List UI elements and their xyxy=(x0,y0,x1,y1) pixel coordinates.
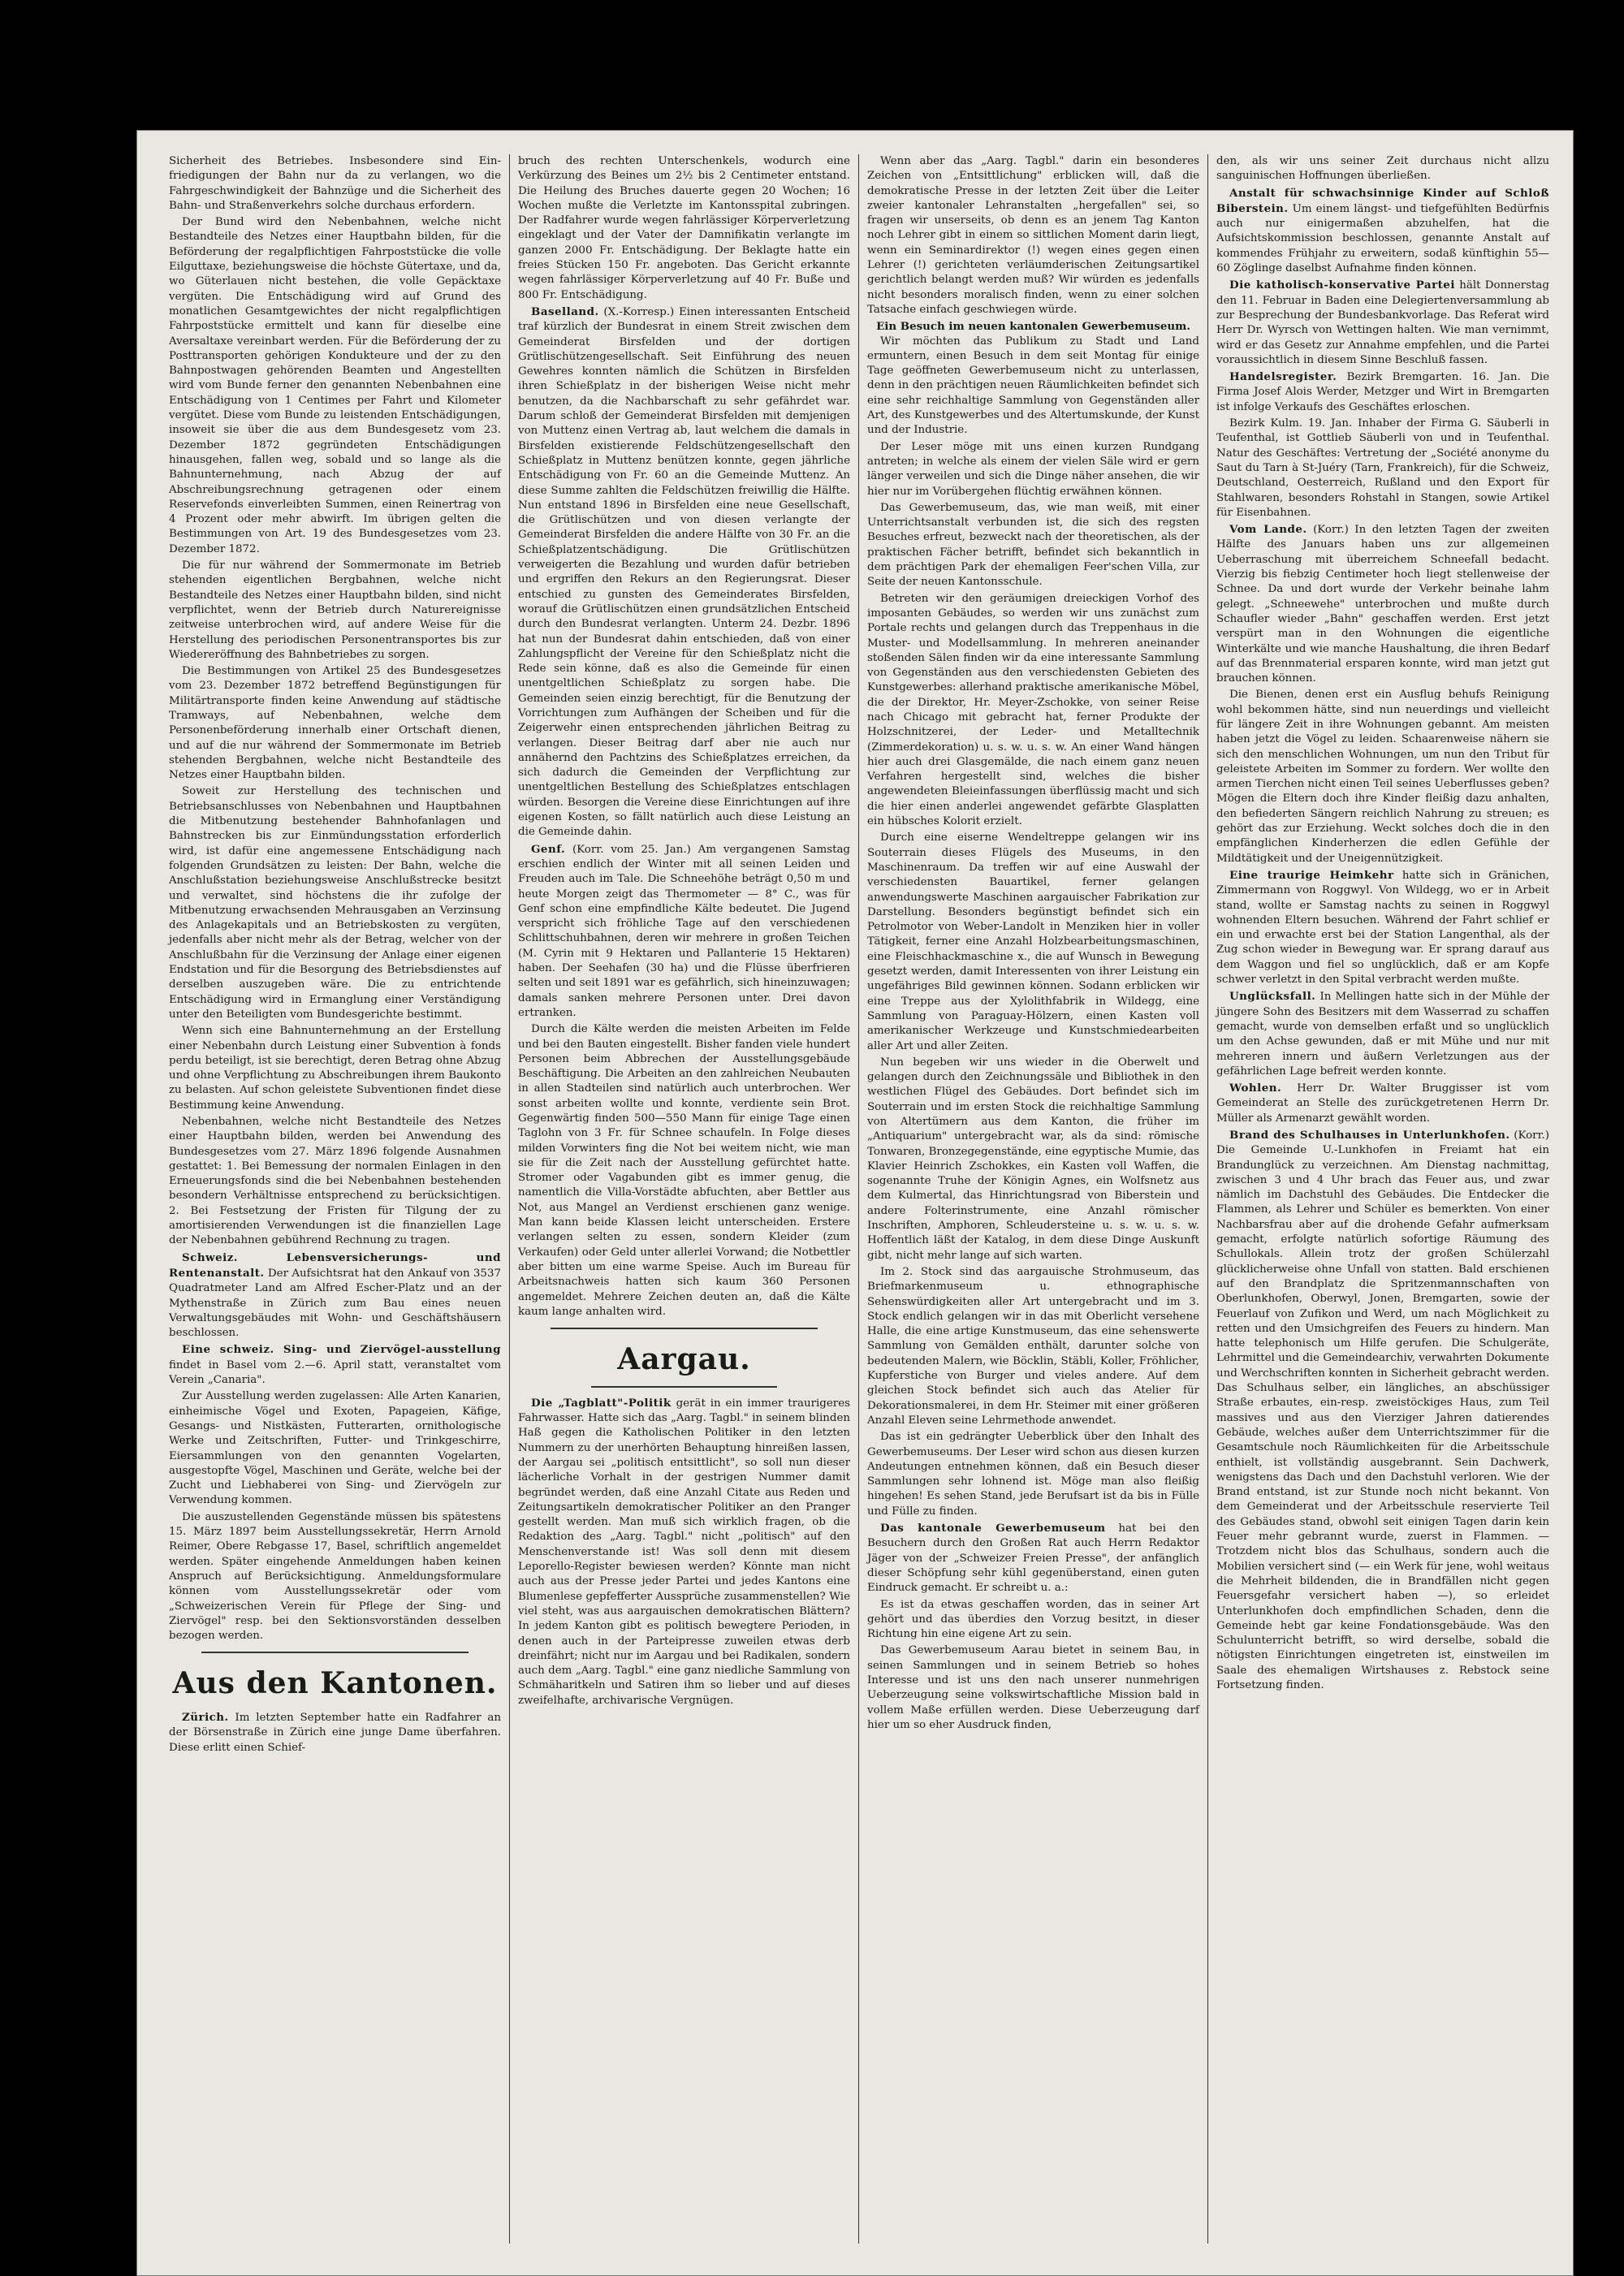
paragraph: Das ist ein gedrängter Ueberblick über den Inhalt des Gewerbemuseums. Der Leser wird schon aus diesen kurzen Andeutungen entnehmen können, daß ein Besuch dieser Sammlungen sehr lohnend ist. Möge man also fleißig hingehen! Es sehen Stand, jede Berufsart ist da bis in Fülle und Fülle zu finden. xyxy=(867,1431,1199,1518)
item-text: gerät in ein immer traurigeres Fahrwasser. Hatte sich das „Aarg. Tagbl." in seinem blinden Haß gegen die Katholischen Politiker in den letzten Nummern zu der unerhörten Behauptung hinreißen lassen, der Aargau sei „politisch entsittlicht", so soll nun dieser lächerliche Vorhalt in der gestrigen Nummer damit begründet werden, daß eine Anzahl Citate aus Reden und Zeitungsartikeln demokratischer Politiker an den Pranger gestellt werden. Man muß sich wirklich fragen, ob die Redaktion des „Aarg. Tagbl." nicht „politisch" auf den Menschenverstande ist! Was soll denn mit diesem Leporello-Register bewiesen werden? Könnte man nicht auch aus der Presse jeder Partei und jedes Kantons eine Blumenlese gepfefferter Aussprüche zusammenstellen? Wie viel steht, was aus aargauischen demokratischen Blättern? In jedem Kanton gibt es politisch bewegtere Perioden, in denen auch in der Parteipresse zuweilen etwas derb dreinfährt; nicht nur im Aargau und bei Radikalen, sondern auch dem „Aarg. Tagbl." eine ganz niedliche Sammlung von Schmäharitkeln und Satiren ihm so lieber und auf dieses zweifelhafte, archivarische Vergnügen. xyxy=(518,1397,850,1707)
divider xyxy=(591,1386,777,1388)
news-item xyxy=(169,1342,501,1388)
paragraph: den, als wir uns seiner Zeit durchaus nicht allzu sanguinischen Hoffnungen überließen. xyxy=(1216,155,1549,183)
news-item xyxy=(1216,1128,1549,1693)
item-text: (X.-Korresp.) Einen interessanten Entscheid traf kürzlich der Bundesrat in einem Streit zwischen dem Gemeinderat Birsfelden und der dortigen Grütlischützengesellschaft. Seit Einführung des neuen Gewehres konnten nämlich die Schützen in Birsfelden ihren Schießplatz in der bisherigen Weise nicht mehr benutzen, da die Nachbarschaft zu sehr gefährdet war. Darum schloß der Gemeinderat Birsfelden mit demjenigen von Muttenz einen Vertrag ab, laut welchem die damals in Birsfelden existierende Feldschützengesellschaft den Schießplatz in Muttenz benützen konnte, gegen jährliche Entschädigung von Fr. 60 an die Gemeinde Muttenz. An diese Summe zahlten die Feldschützen freiwillig die Hälfte. Nun entstand 1896 in Birsfelden eine neue Gesellschaft, die Grütlischützen und von diesen verlangte der Gemeinderat Birsfelden die andere Hälfte von 30 Fr. an die Schießplatzentschädigung. Die Grütlischützen verweigerten die Bezahlung und wurden dafür betrieben und ergriffen den Rekurs an den Regierungsrat. Dieser entschied zu gunsten des Gemeinderates Birsfelden, worauf die Grütlischützen einen grundsätzlichen Entscheid durch den Bundesrat verlangten. Unterm 24. Dezbr. 1896 hat nun der Bundesrat dahin entschieden, daß von einer Zahlungspflicht der Vereine für den Schießplatz nicht die Rede sein könne, daß es also die Gemeinde für einen unentgeltlichen Schießplatz zu sorgen habe. Die Gemeinden seien einzig berechtigt, für die Benutzung der Vorrichtungen zum Aufhängen der Scheiben und für die Zeigerwehr einen entsprechenden jährlichen Beitrag zu verlangen. Dieser Beitrag darf aber nie auch nur annähernd den Pachtzins des Schießplatzes erreichen, da sich dadurch die Gemeinden der Verpflichtung zur unentgeltlichen Bestellung des Schießplatzes entschlagen würden. Besorgen die Vereine diese Einrichtungen auf ihre eigenen Kosten, so fällt natürlich auch diese Leistung an die Gemeinde dahin. xyxy=(518,305,850,839)
paragraph: Wenn sich eine Bahnunternehmung an der Erstellung einer Nebenbahn durch Leistung einer Subvention à fonds perdu beteiligt, ist sie berechtigt, deren Betrag ohne Abzug und ohne Verpflichtung zu Abschreibungen ihrem Baukonto zu belasten. Auf schon geleistete Subventionen findet diese Bestimmung keine Anwendung. xyxy=(169,1025,501,1112)
item-text: Im letzten September hatte ein Radfahrer an der Börsenstraße in Zürich eine junge Dame überfahren. Diese erlitt einen Schief- xyxy=(169,1711,501,1754)
item-text: (Korr.) Die Gemeinde U.-Lunkhofen in Freiamt hat ein Brandunglück zu verzeichnen. Am Dienstag nachmittag, zwischen 3 und 4 Uhr brach das Feuer aus, und zwar nämlich im Dachstuhl des Gebäudes. Die Entdecker die Flammen, als Lehrer und Schüler es bemerkten. Von einer Nachbarsfrau aber auf die drohende Gefahr aufmerksam gemacht, erfolgte natürlich sofortige Räumung des Schullokals. Allein trotz der großen Schülerzahl glücklicherweise ohne Unfall von statten. Bald erschienen auf den Brandplatz die Spritzenmannschaften von Oberlunkhofen, Oberwyl, Jonen, Bremgarten, sowie der Feuerlauf von Zufikon und Werd, um nach Möglichkeit zu retten und den Umsichgreifen des Feuers zu hindern. Man hatte telephonisch um Hilfe gerufen. Die Schulgeräte, Lehrmittel und die Gemeindearchiv, verwahrten Dokumente und Werchschriften konnten in Sicherheit gebracht werden. Das Schulhaus selber, ein längliches, an abschüssiger Straße erbautes, ein-resp. zweistöckiges Haus, zum Teil massives und aus den Vierziger Jahren datierendes Gebäude, welches außer dem Unterrichtszimmer für die Gesamtschule noch Räumlichkeiten für die Arbeitsschule enthielt, ist vollständig ausgebrannt. Sein Dachwerk, wenigstens das Dach und den Dachstuhl verloren. Wie der Brand entstand, ist zur Stunde noch nicht bekannt. Von dem Gemeinderat und der Arbeitsschule reservierte Teil des Gebäudes stand, obwohl seit einigen Tagen darin kein Feuer mehr gebrannt wurde, zuerst in Flammen. — Trotzdem nicht blos das Schulhaus, sondern auch die Mobilien versichert sind (— ein Werk für jene, wohl weitaus die Mehrheit bildenden, die in Brandfällen nicht gegen Feuersgefahr versichert haben —), so erleidet Unterlunkhofen doch empfindlichen Schaden, denn die Gemeinde hebt gar keine Fondationsgebäude. Was den Schulunterricht betrifft, so wird derselbe, sobald die nötigsten Einrichtungen eingetreten ist, einstweilen im Saale des ehemaligen Wirtshauses z. Rebstock seine Fortsetzung finden. xyxy=(1216,1129,1549,1691)
paragraph: Die Bestimmungen von Artikel 25 des Bundesgesetzes vom 23. Dezember 1872 betreffend Begünstigungen für Militärtransporte finden keine Anwendung auf städtische Tramways, auf Nebenbahnen, welche dem Personenbeförderung innerhalb einer Ortschaft dienen, und auf die nur während der Sommermonate im Betrieb stehenden Bergbahnen, welche nicht Bestandteile des Netzes einer Hauptbahn bilden. xyxy=(169,665,501,782)
paragraph: Zur Ausstellung werden zugelassen: Alle Arten Kanarien, einheimische Vögel und Exoten, Papageien, Käfige, Gesangs- und Nistkästen, Futterarten, ornithologische Werke und Zeitschriften, Futter- und Trinkgeschirre, Eiersammlungen von den genannten Vogelarten, ausgestopfte Vögel, Maschinen und Geräte, welche bei der Zucht und Liebhaberei von Sing- und Ziervögeln zur Verwendung kommen. xyxy=(169,1390,501,1507)
paragraph: Das Gewerbemuseum Aarau bietet in seinem Bau, in seinen Sammlungen und in seinem Betrieb so hohes Interesse und ist uns den nach unserer nunmehrigen Ueberzeugung seine volkswirtschaftliche Mission bald in vollem Maße erfüllen werden. Diese Ueberzeugung darf hier um so eher Ausdruck finden, xyxy=(867,1644,1199,1731)
item-text: Bezirk Bremgarten. 16. Jan. Die Firma Josef Alois Werder, Metzger und Wirt in Bremgarten ist infolge Verkaufs des Geschäftes erloschen. xyxy=(1216,371,1550,413)
news-item xyxy=(1216,369,1549,415)
item-heading: Schweiz. Lebensversicherungs- und Rentenanstalt. xyxy=(169,1250,501,1280)
column-2 xyxy=(510,154,859,2244)
paragraph: Wenn aber das „Aarg. Tagbl." darin ein besonderes Zeichen von „Entsittlichung" erblicken will, daß die demokratische Presse in der letzten Zeit über die Leiter zweier kantonaler Lehranstalten „hergefallen" sei, so fragen wir unserseits, ob denn es an jenem Tag Kanton noch Lehrer gibt in einem so sittlichen Moment darin liegt, wenn ein Seminardirektor (!) wegen eines gegen einen Lehrer (!) gerichteten verläumderischen Zeitungsartikel gerichtlich belangt werden muß? Wir würden es jedenfalls nicht besonders moralisch finden, wenn zu einer solchen Tatsache einfach geschwiegen würde. xyxy=(867,155,1199,316)
section-title: Aus den Kantonen. xyxy=(172,1666,498,1701)
paragraph: Wir möchten das Publikum zu Stadt und Land ermuntern, einen Besuch in dem seit Montag für einige Tage geöffneten Gewerbemuseum nicht zu unterlassen, denn in den prächtigen neuen Räumlichkeiten befindet sich eine sehr reichhaltige Sammlung von Gegenständen aller Art, des Kunstgewerbes und des Altertumskunde, der Kunst und der Industrie. xyxy=(867,335,1199,437)
divider xyxy=(551,1328,818,1329)
item-heading: Unglücksfall. xyxy=(1229,990,1316,1004)
paragraph: Die Bienen, denen erst ein Ausflug behufs Reinigung wohl bekommen hätte, sind nun neuerdings und vielleicht für längere Zeit in ihre Wohnungen gebannt. Am meisten haben jetzt die Vögel zu leiden. Schaarenweise nähern sie sich den menschlichen Wohnungen, um nun den Tribut für geleistete Arbeiten im Sommer zu fordern. Wer wollte den armen Tierchen nicht einen Teil seines Ueberflusses geben? Mögen die Eltern doch ihre Kinder fleißig dazu anhalten, den befiederten Sängern reichlich Nahrung zu streuen; es gehört das zur Erziehung. Weckt solches doch die in den empfänglichen Kinderherzen die edlen Gefühle der Mildtätigkeit und der Uneigennützigkeit. xyxy=(1216,689,1549,865)
paragraph: Nebenbahnen, welche nicht Bestandteile des Netzes einer Hauptbahn bilden, werden bei Anwendung des Bundesgesetzes vom 27. März 1896 folgende Ausnahmen gestattet: 1. Bei Bemessung der normalen Einlagen in den Erneuerungsfonds sind die bei Nebenbahnen bestehenden besondern Verhältnisse entsprechend zu berücksichtigen. 2. Bei Festsetzung der Fristen für Tilgung der zu amortisierenden Verwendungen ist die finanziellen Lage der Nebenbahnen gebührend Rechnung zu tragen. xyxy=(169,1116,501,1247)
item-text: hatte sich in Gränichen, Zimmermann von Roggwyl. Von Wildegg, wo er in Arbeit stand, wollte er Samstag nachts zu seinen in Roggwyl wohnenden Eltern besuchen. Während der Fahrt schlief er ein und erwachte erst bei der Station Langenthal, als der Zug schon wieder in Bewegung war. Er sprang darauf aus dem Waggon und fiel so unglücklich, daß er am Kopfe schwer verletzt in den Spital verbracht werden mußte. xyxy=(1216,869,1549,987)
news-item xyxy=(867,1521,1199,1596)
scan-border xyxy=(0,0,136,2276)
item-heading: Vom Lande. xyxy=(1229,523,1307,537)
item-heading: Eine schweiz. Sing- und Ziervögel-ausstellung xyxy=(182,1343,501,1357)
item-heading: Die katholisch-konservative Partei xyxy=(1229,279,1455,292)
news-item xyxy=(1216,522,1549,686)
paragraph: bruch des rechten Unterschenkels, wodurch eine Verkürzung des Beines um 2½ bis 2 Centimeter entstand. Die Heilung des Bruches dauerte gegen 20 Wochen; 16 Wochen mußte die Verletzte im Kantonsspital zubringen. Der Radfahrer wurde wegen fahrlässiger Körperverletzung eingeklagt und der Vater der Damnifikatin verlangte im ganzen 2000 Fr. Entschädigung. Der Beklagte hatte ein freies Stücken 150 Fr. angeboten. Das Gericht erkannte wegen fahrlässiger Körperverletzung auf 40 Fr. Buße und 800 Fr. Entschädigung. xyxy=(518,155,850,301)
paragraph: Im 2. Stock sind das aargauische Strohmuseum, das Briefmarkenmuseum u. ethnographische Sehenswürdigkeiten aller Art untergebracht und im 3. Stock endlich gelangen wir in das mit Oberlicht versehene Halle, die eine artige Kunstmuseum, das eine sehenswerte Sammlung von Gemälden enthält, darunter solche von bedeutenden Malern, wie Böcklin, Stäbli, Koller, Fröhlicher, Kupferstiche von Burger und vieles andere. Auf dem gleichen Stock befindet sich auch das Atelier für Dekorationsmalerei, in dem Hr. Steimer mit einer größeren Anzahl Eleven seine Lehrmethode anwendet. xyxy=(867,1265,1199,1427)
paragraph: Sicherheit des Betriebes. Insbesondere sind Ein-friedigungen der Bahn nur da zu verlangen, wo die Fahrgeschwindigkeit der Bahnzüge und die Sicherheit des Bahn- und Straßenverkehrs solche durchaus erfordern. xyxy=(169,155,501,212)
item-heading: Das kantonale Gewerbemuseum xyxy=(880,1522,1106,1535)
item-heading: Baselland. xyxy=(531,304,599,318)
paragraph: Soweit zur Herstellung des technischen und Betriebsanschlusses von Nebenbahnen und Hauptbahnen die Mitbenutzung bestehender Bahnhofanlagen und Bahnstrecken bis zur Einmündungsstation erforderlich wird, ist dafür eine angemessene Entschädigung nach folgenden Grundsätzen zu leisten: Der Bahn, welche die Anschlußstation beziehungsweise Anschlußstrecke besitzt und verwaltet, sind höchstens die ihr zufolge der Mitbenutzung erwachsenden Mehrausgaben an Verzinsung des Anlagekapitals und an Betriebskosten zu vergüten, jedenfalls aber nicht mehr als der Betrag, welcher von der Anschlußbahn für die Verzinsung der Anlage einer eigenen Endstation und für die Besorgung des Betriebsdienstes auf derselben auszugeben wäre. Die zu entrichtende Entschädigung wird in Ermanglung einer Verständigung unter den Beteiligten vom Bundesgerichte bestimmt. xyxy=(169,785,501,1021)
item-text: Der Aufsichtsrat hat den Ankauf von 3537 Quadratmeter Land am Alfred Escher-Platz und an der Mythenstraße in Zürich zum Bau eines neuen Verwaltungsgebäudes mit Wohn- und Geschäftshäusern beschlossen. xyxy=(169,1267,501,1340)
item-heading: Genf. xyxy=(531,842,566,856)
newspaper-page xyxy=(136,130,1574,2276)
item-text: hält Donnerstag den 11. Februar in Baden eine Delegiertenversammlung ab zur Besprechung der Bundesbankvorlage. Das Referat wird Herr Dr. Wyrsch von Wettingen halten. Wie man vernimmt, wird er das Gesetz zur Annahme empfehlen, und die Partei voraussichtlich in diesem Sinne Beschluß fassen. xyxy=(1216,279,1549,366)
item-text: Herr Dr. Walter Bruggisser ist vom Gemeinderat an Stelle des zurückgetretenen Herrn Dr. Müller als Armenarzt gewählt worden. xyxy=(1216,1082,1549,1125)
item-heading: Zürich. xyxy=(182,1710,229,1724)
news-item xyxy=(518,842,850,1021)
item-text: (Korr.) In den letzten Tagen der zweiten Hälfte des Januars haben uns zur allgemeinen Ueberraschung mit überreichem Schneefall bedacht. Vierzig bis fiebzig Centimeter hoch liegt stellenweise der Schnee. Da und dort wurde der Verkehr beinahe lahm gelegt. „Schneewehe" unterbrochen und mußte durch Schaufler wieder „Bahn" geschaffen werden. Erst jetzt verspürt man in den Wohnungen die eigentliche Winterkälte und wie manche Haushaltung, die ihren Bedarf auf das Brennmaterial ersparen konnte, wird man jetzt gut brauchen können. xyxy=(1216,524,1549,685)
item-heading: Anstalt für schwachsinnige Kinder auf Schloß Biberstein. xyxy=(1216,186,1549,215)
news-item xyxy=(518,1396,850,1708)
news-item xyxy=(169,1250,501,1341)
news-item xyxy=(1216,186,1549,277)
paragraph: Der Bund wird den Nebenbahnen, welche nicht Bestandteile des Netzes einer Hauptbahn bilden, für die Beförderung der regalpflichtigen Fahrpoststücke die volle Eilguttaxe, beziehungsweise die höchste Gütertaxe, und da, wo Güterlauen nicht bestehen, die volle Gepäcktaxe vergüten. Die Entschädigung wird auf Grund des monatlichen Gesamtgewichtes der nicht regalpflichtigen Fahrpoststücke ermittelt und kann für dieselbe eine Aversaltaxe vereinbart werden. Für die Beförderung der zu Posttransporten gehörigen Kondukteure und der zu den Bahnpostwagen gehörenden Beamten und Angestellten wird vom Bunde ferner den genannten Nebenbahnen eine Entschädigung von 1 Centimes per Fahrt und Kilometer vergütet. Diese vom Bunde zu leistenden Entschädigungen, insoweit sie über die aus dem Bundesgesetz vom 23. Dezember 1872 gegründeten Entschädigungen hinausgehen, fallen weg, sobald und so lange als die Bahnunternehmung, nach Abzug der auf Abschreibungsrechnung getragenen oder einem Reservefonds einverleibten Summen, einen Reinertrag von 4 Prozent oder mehr abwirft. Im übrigen gelten die Bestimmungen von Art. 19 des Bundesgesetzes vom 23. Dezember 1872. xyxy=(169,216,501,555)
item-text: findet in Basel vom 2.—6. April statt, veranstaltet vom Verein „Canaria". xyxy=(169,1358,501,1387)
item-text: (Korr. vom 25. Jan.) Am vergangenen Samstag erschien endlich der Winter mit all seinen Leiden und Freuden auch im Tale. Die Schneehöhe beträgt 0,50 m und heute Morgen zeigt das Thermometer — 8° C., was für Genf schon eine empfindliche Kälte bedeutet. Die Jugend verspricht sich fröhliche Tage auf den verschiedenen Schlittschuhbahnen, deren wir mehrere in großen Teichen (M. Cyrin mit 9 Hektaren und Pallanterie 15 Hektaren) haben. Der Seehafen (30 ha) und die Flüsse überfrieren selten und seit 1891 war es gefährlich, sich hineinzuwagen; damals sanken mehrere Personen unter. Drei davon ertranken. xyxy=(518,843,850,1019)
item-heading: Eine traurige Heimkehr xyxy=(1229,868,1394,882)
item-heading: Die „Tagblatt"-Politik xyxy=(531,1396,672,1410)
column-3 xyxy=(859,154,1208,2244)
section-title: Aargau. xyxy=(617,1342,751,1377)
divider xyxy=(201,1652,469,1653)
item-text: Um einem längst- und tiefgefühlten Bedürfnis auch nur einigermaßen abzuhelfen, hat die Aufsichtskommission beschlossen, genannte Anstalt auf kommendes Frühjahr zu erweitern, sodaß künftighin 55—60 Zöglinge daselbst Aufnahme finden können. xyxy=(1216,202,1549,275)
paragraph: Es ist da etwas geschaffen worden, das in seiner Art gehört und das überdies den Vorzug besitzt, in dieser Richtung hin eine eigene Art zu sein. xyxy=(867,1598,1199,1641)
news-item xyxy=(169,1710,501,1756)
paragraph: Das Gewerbemuseum, das, wie man weiß, mit einer Unterrichtsanstalt verbunden ist, die sich des regsten Besuches erfreut, bezweckt nach der theoretischen, als der praktischen Fächer betrifft, befindet sich bekanntlich in dem prächtigen Park der ehemaligen Feer'schen Villa, zur Seite der neuen Kantonsschule. xyxy=(867,501,1199,589)
item-text: In Mellingen hatte sich in der Mühle der jüngere Sohn des Besitzers mit dem Wasserrad zu schaffen gemacht, wurde von demselben erfaßt und so unglücklich um den Achse gewunden, daß er mit Mühe und nur mit mehreren innern und äußern Verletzungen aus der gefährlichen Lage befreit werden konnte. xyxy=(1216,991,1549,1078)
item-heading: Wohlen. xyxy=(1229,1082,1282,1095)
news-item xyxy=(518,304,850,840)
item-text: hat bei den Besuchern durch den Großen Rat auch Herrn Redaktor Jäger von der „Schweizer Freien Presse", der anfänglich dieser Schöpfung sehr kühl gegenüberstand, einen guten Eindruck gemacht. Er schreibt u. a.: xyxy=(867,1522,1199,1595)
paragraph: Durch die Kälte werden die meisten Arbeiten im Felde und bei den Bauten eingestellt. Bisher fanden viele hundert Personen beim Abbrechen der Ausstellungsgebäude Beschäftigung. Die Arbeiten an den zahlreichen Neubauten in allen Stadteilen sind natürlich auch unterbrochen. Wer sonst arbeiten wollte und konnte, verdiente sein Brot. Gegenwärtig finden 500—550 Mann für einige Tage einen Taglohn von 3 Fr. für Schnee schaufeln. In Folge dieses milden Vorwinters fing die Not bei weitem nicht, wie man sie für die Zeit nach der Ausstellung gefürchtet hatte. Stromer oder Vagabunden gibt es immer genug, die namentlich die Villa-Vorstädte abfuchten, aber Bettler aus Not, aus Mangel an Verdienst erschienen ganz wenige. Man kann beide Klassen leicht unterscheiden. Erstere verlangen selten zu essen, sondern Kleider (zum Verkaufen) oder Geld unter allerlei Vorwand; die Notbettler aber bitten um eine warme Speise. Auch im Bureau für Arbeitsnachweis hatten sich kaum 360 Personen angemeldet. Mehrere Zeichen deuten an, daß die Kälte kaum lange anhalten wird. xyxy=(518,1023,850,1318)
column-1 xyxy=(161,154,510,2244)
paragraph: Bezirk Kulm. 19. Jan. Inhaber der Firma G. Säuberli in Teufenthal, ist Gottlieb Säuberli von und in Teufenthal. Natur des Geschäftes: Vertretung der „Société anonyme du Saut du Tarn à St-Juéry (Tarn, Frankreich), für die Schweiz, Deutschland, Oesterreich, Rußland und den Export für Stahlwaren, besonders Rohstahl in Stangen, sowie Artikel für Eisenbahnen. xyxy=(1216,417,1549,519)
columns xyxy=(161,154,1557,2244)
paragraph: Durch eine eiserne Wendeltreppe gelangen wir ins Souterrain dieses Flügels des Museums, in den Maschinenraum. Da treffen wir auf eine Auswahl der verschiedensten Bauartikel, ferner gelangen anwendungswerte Maschinen aargauischer Fabrikation zur Darstellung. Besonders begünstigt befindet sich ein Petrolmotor von Weber-Landolt in Menziken hier in voller Tätigkeit, ferner eine Anzahl Holzbearbeitungsmaschinen, eine Fleischhackmaschine x., die auf Wunsch in Bewegung gesetzt werden, damit Interessenten von ihrer Leistung ein ungefähriges Bild gewinnen können. Sodann erblicken wir eine Treppe aus der Xylolithfabrik in Wildegg, eine Sammlung von Paraguay-Hölzern, einen Kasten voll amerikanischer Werkzeuge und Kunstschmiedearbeiten aller Art und aller Zeiten. xyxy=(867,831,1199,1052)
item-heading: Handelsregister. xyxy=(1229,370,1337,384)
news-item xyxy=(1216,868,1549,987)
paragraph: Der Leser möge mit uns einen kurzen Rundgang antreten; in welche als einem der vielen Säle wird er gern länger verweilen und sich die Dinge näher ansehen, die wir hier nur im Vorübergehen flüchtig erwähnen können. xyxy=(867,440,1199,498)
paragraph: Betreten wir den geräumigen dreieckigen Vorhof des imposanten Gebäudes, so werden wir uns zunächst zum Portale rechts und gelangen durch das Treppenhaus in die Muster- und Modellsammlung. In mehreren aneinander stoßenden Sälen finden wir da eine interessante Sammlung von Gegenständen aus den verschiedensten Gebieten des Kunstgewerbes: allerhand praktische amerikanische Möbel, die der Direktor, Hr. Meyer-Zschokke, von seiner Reise nach Chicago mit gebracht hat, ferner Produkte der Holzschnitzerei, der Leder- und Metalltechnik (Zimmerdekoration) u. s. w. u. s. w. An einer Wand hängen hier auch drei Glasgemälde, die nach einem ganz neuen Verfahren hergestellt sind, welches die bisher angewendeten Bleieinfassungen überflüssig macht und sich die hier einen anderlei angewendet gefärbte Glasplatten ein hübsches Kolorit erzielt. xyxy=(867,592,1199,828)
item-heading: Brand des Schulhauses in Unterlunkhofen. xyxy=(1229,1129,1510,1142)
news-item xyxy=(1216,278,1549,368)
news-item xyxy=(1216,1081,1549,1126)
paragraph: Die für nur während der Sommermonate im Betrieb stehenden eigentlichen Bergbahnen, welche nicht Bestandteile des Netzes einer Hauptbahn bilden, sind nicht verpflichtet, wenn der Betrieb durch Naturereignisse zeitweise unterbrochen wird, auf andere Weise für die Herstellung des periodischen Personentransportes bis zur Wiedereröffnung des Bahnbetriebes zu sorgen. xyxy=(169,559,501,661)
news-item xyxy=(1216,989,1549,1079)
paragraph: Die auszustellenden Gegenstände müssen bis spätestens 15. März 1897 beim Ausstellungssekretär, Herrn Arnold Reimer, Obere Rebgasse 17, Basel, schriftlich angemeldet werden. Später eingehende Anmeldungen haben keinen Anspruch auf Berücksichtigung. Anmeldungsformulare können vom Ausstellungssekretär oder vom „Schweizerischen Verein für Pflege der Sing- und Ziervögel" resp. bei den Sektionsvorständen desselben bezogen werden. xyxy=(169,1510,501,1643)
paragraph: Nun begeben wir uns wieder in die Oberwelt und gelangen durch den Zeichnungssäle und Bibliothek in den westlichen Flügel des Gebäudes. Dort befindet sich im Souterrain und im ersten Stock die reichhaltige Sammlung von Altertümern aus dem Kanton, die früher im „Antiquarium" untergebracht war, als da sind: römische Tonwaren, Bronzegegenstände, eine egyptische Mumie, das Klavier Heinrich Zschokkes, ein Kasten voll Waffen, die sogenannte Truhe der Königin Agnes, ein Wolfsnetz aus dem Kulmertal, das Hinrichtungsrad von Biberstein und andere Folterinstrumente, eine Anzahl römischer Inschriften, Amphoren, Schleudersteine u. s. w. u. s. w. Hoffentlich läßt der Katalog, in dem diese Dinge Auskunft gibt, nicht mehr lange auf sich warten. xyxy=(867,1056,1199,1262)
article-heading: Ein Besuch im neuen kantonalen Gewerbemuseum. xyxy=(876,320,1190,334)
column-4 xyxy=(1208,154,1557,2244)
